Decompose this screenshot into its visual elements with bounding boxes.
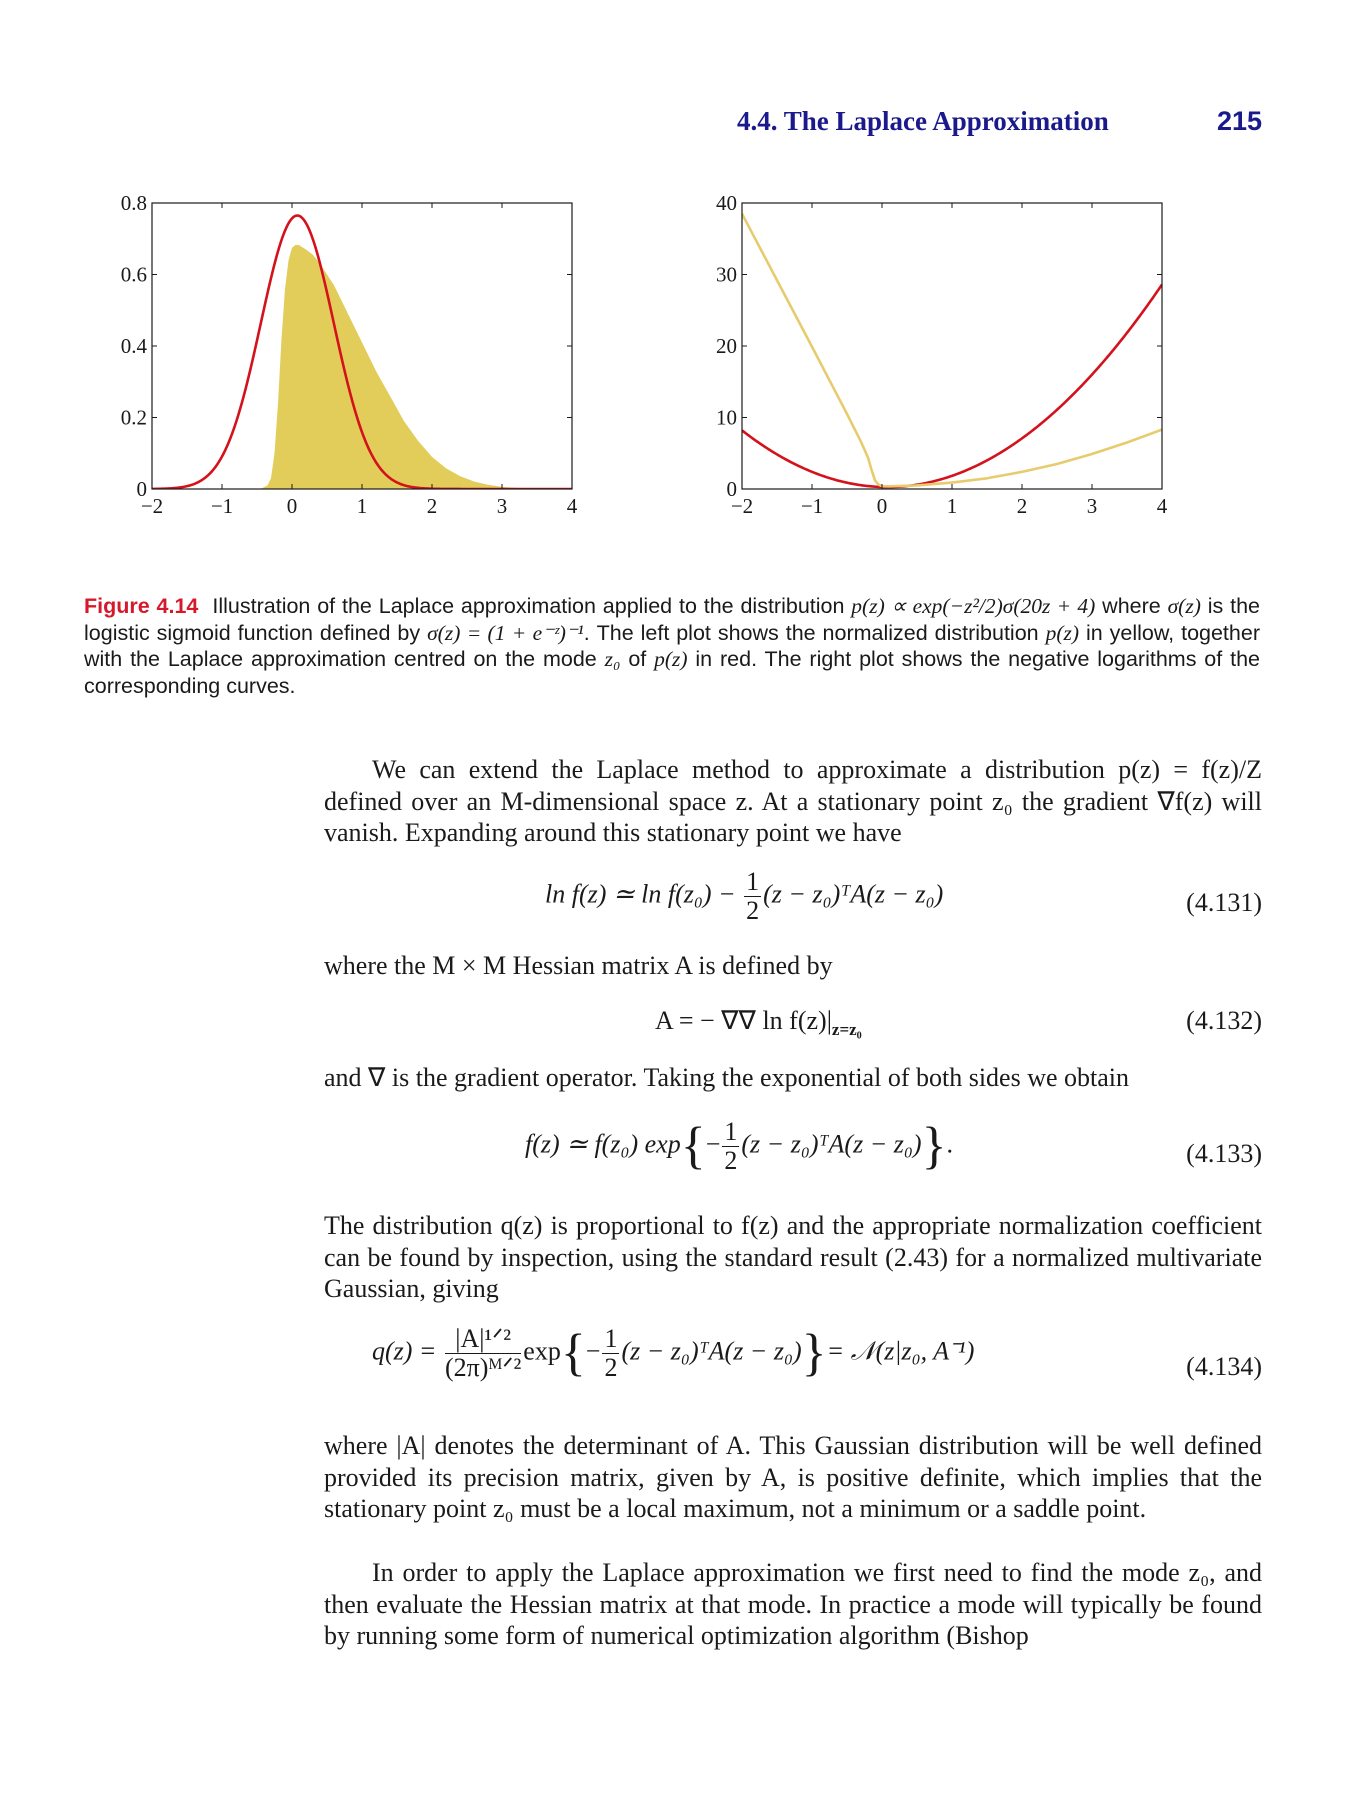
equation-number: (4.133) xyxy=(1186,1139,1262,1168)
x-tick-label: 0 xyxy=(286,494,298,518)
caption-text: . The left plot shows the normalized distribution xyxy=(583,620,1046,645)
paragraph-6: In order to apply the Laplace approximation we first need to find the mode z₀, and then evaluate the Hessian matrix at that mode. In practice a mode will typically be found by running some form of numerical optimization algorithm (Bishop xyxy=(324,1558,1262,1650)
x-tick-label: 0 xyxy=(876,494,888,518)
y-tick-label: 30 xyxy=(716,262,737,287)
caption-text: is the logistic sigmoid function defined by xyxy=(84,594,1260,645)
x-tick-label: −2 xyxy=(140,494,164,518)
eq-rhs: = 𝒩(z|z₀, A⁻¹) xyxy=(826,1336,975,1366)
eq-fraction xyxy=(744,868,761,925)
x-tick-label: 2 xyxy=(1016,494,1028,518)
paragraph-3: and ∇ is the gradient operator. Taking the exponential of both sides we obtain xyxy=(324,1063,1130,1092)
figure-label: Figure 4.14 xyxy=(84,594,199,618)
yellow-density-area xyxy=(261,245,573,489)
section-title: 4.4. The Laplace Approximation xyxy=(737,106,1109,136)
paragraph-2: where the M × M Hessian matrix A is defined by xyxy=(324,951,833,980)
axes-frame xyxy=(742,203,1162,489)
y-tick-label: 20 xyxy=(716,334,737,358)
x-tick-label: 4 xyxy=(1156,494,1168,518)
frac-num: 1 xyxy=(746,867,760,896)
y-tick-label: 0 xyxy=(726,477,737,501)
equation-number: (4.131) xyxy=(1186,888,1262,917)
eq-fraction xyxy=(722,1118,739,1175)
x-tick-label: −1 xyxy=(800,494,824,518)
eq-rhs: (z − z₀)ᵀA(z − z₀) xyxy=(763,879,944,909)
eq-lhs: q(z) = xyxy=(372,1336,443,1366)
caption-text: in red. The right plot shows the negative logarithms of the corresponding curves. xyxy=(84,647,1260,698)
plot-area xyxy=(742,214,1162,487)
x-tick-label: 3 xyxy=(1086,494,1098,518)
eq-inner: (z − z₀)ᵀA(z − z₀) xyxy=(741,1129,922,1159)
caption-text: in yellow, together with the Laplace approximation centred on the mode xyxy=(84,620,1260,671)
caption-math: p(z) ∝ exp(−z²/2)σ(20z + 4) xyxy=(851,594,1096,618)
frac-den: 2 xyxy=(724,1146,738,1175)
paragraph-4: The distribution q(z) is proportional to f(z) and the appropriate normalization coefficient can be found by inspection, using the standard result (2.43) for a normalized multivariate Gaussian, giving xyxy=(324,1211,1262,1303)
y-tick-label: 10 xyxy=(716,405,737,430)
left-plot-density xyxy=(100,195,660,575)
equation-4-133: f(z) ≃ f(z₀) exp{− $\frac{1}{2}$ (z − z₀)ᵀA(z − z₀)}. xyxy=(525,1117,954,1175)
frac-num: 1 xyxy=(604,1324,618,1353)
plot-area xyxy=(152,216,572,489)
caption-math: p(z) xyxy=(1045,620,1079,645)
eq-exp: exp xyxy=(523,1336,561,1366)
equation-4-132 xyxy=(655,1006,862,1040)
equation-number: (4.132) xyxy=(1186,1006,1262,1035)
left-brace: { xyxy=(560,1324,586,1382)
paragraph-5: where |A| denotes the determinant of A. This Gaussian distribution will be well defined provided its precision matrix, given by A, is positive definite, which implies that the stationary point z₀ must be a local maximum, not a minimum or a saddle point. xyxy=(324,1431,1262,1523)
frac-num: 1 xyxy=(724,1117,738,1146)
frac-num: |A|¹ᐟ² xyxy=(445,1325,521,1354)
caption-math: p(z) xyxy=(654,647,688,671)
eq-fraction xyxy=(602,1325,619,1382)
x-tick-label: 4 xyxy=(566,494,578,518)
eq-subscript: z=z₀ xyxy=(831,1020,862,1040)
caption-text: Illustration of the Laplace approximation applied to the distribution xyxy=(212,594,852,618)
y-tick-label: 0.4 xyxy=(120,334,147,358)
caption-math: σ(z) xyxy=(1167,594,1201,618)
equation-4-131 xyxy=(545,868,943,925)
caption-text: of xyxy=(620,647,655,671)
eq-lhs: ln f(z) ≃ ln f(z₀) − xyxy=(545,879,743,909)
right-brace: } xyxy=(921,1117,947,1175)
frac-den: 2 xyxy=(604,1353,618,1382)
page-number: 215 xyxy=(1217,106,1263,136)
y-tick-label: 40 xyxy=(716,195,737,215)
y-tick-label: 0 xyxy=(136,477,147,501)
equation-4-134: q(z) = $\frac{\text{|A|¹ᐟ²}}{\text{(2π)ᴹᐟ²}}$ exp{− $\frac{1}{2}$ (z − z₀)ᵀA(z − z₀)}= 𝒩(z|z₀, A⁻¹) xyxy=(372,1324,975,1382)
right-plot-neg-log xyxy=(690,195,1250,575)
x-tick-label: −2 xyxy=(730,494,754,518)
y-tick-label: 0.6 xyxy=(120,262,147,287)
equation-number: (4.134) xyxy=(1186,1352,1262,1381)
eq-expr: A = − ∇∇ ln f(z)| xyxy=(655,1006,832,1035)
eq-inner: (z − z₀)ᵀA(z − z₀) xyxy=(621,1336,802,1366)
caption-math: z₀ xyxy=(604,647,621,671)
caption-math: σ(z) = (1 + e⁻ᶻ)⁻¹ xyxy=(427,620,584,645)
red-neg-log-laplace-curve xyxy=(742,284,1162,487)
left-brace: { xyxy=(680,1117,706,1175)
right-brace: } xyxy=(801,1324,827,1382)
x-tick-label: 1 xyxy=(356,494,368,518)
eq-lhs: f(z) ≃ f(z₀) exp xyxy=(525,1129,681,1159)
y-tick-label: 0.2 xyxy=(120,405,147,430)
x-tick-label: −1 xyxy=(210,494,234,518)
x-tick-label: 2 xyxy=(426,494,438,518)
x-tick-label: 1 xyxy=(946,494,958,518)
figure-caption xyxy=(84,593,1260,699)
y-tick-label: 0.8 xyxy=(120,195,147,215)
frac-den: (2π)ᴹᐟ² xyxy=(444,1353,522,1382)
paragraph-1: We can extend the Laplace method to approximate a distribution p(z) = f(z)/Z defined over an M-dimensional space z. At a stationary point z₀ the gradient ∇f(z) will vanish. Expanding around this stationary point we have xyxy=(324,755,1262,847)
caption-text: where xyxy=(1095,594,1168,618)
x-tick-label: 3 xyxy=(496,494,508,518)
eq-prefactor xyxy=(445,1325,521,1382)
frac-den: 2 xyxy=(746,896,760,925)
yellow-neg-log-curve xyxy=(742,214,1162,487)
